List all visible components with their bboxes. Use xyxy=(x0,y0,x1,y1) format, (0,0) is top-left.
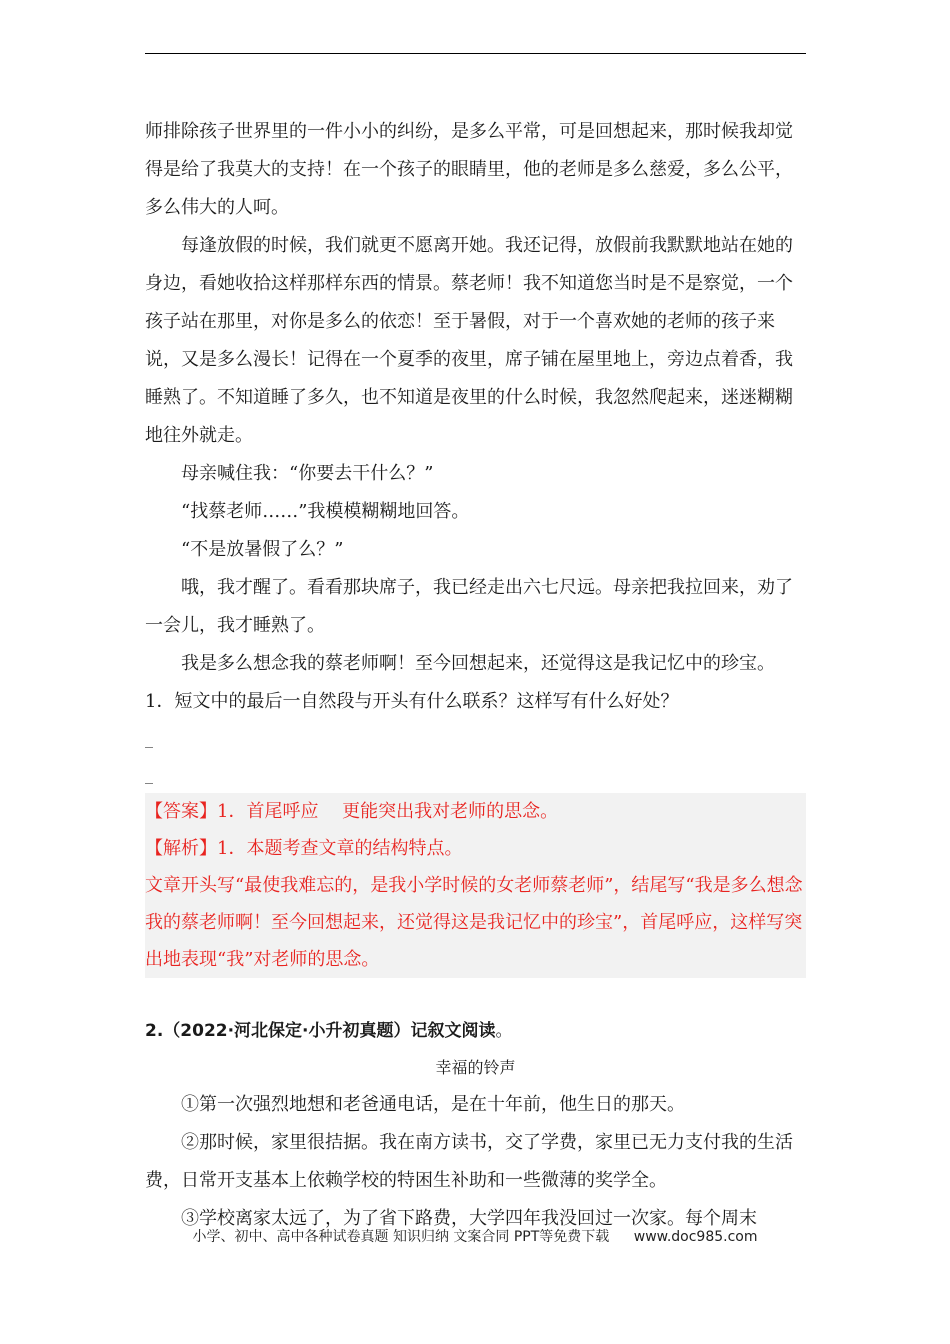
passage-paragraph-4: “找蔡老师……”我模模糊糊地回答。 xyxy=(181,501,470,522)
passage-paragraph-3: 母亲喊住我：“你要去干什么？” xyxy=(181,463,434,484)
answer-blank-1: _ xyxy=(145,729,153,748)
page-footer xyxy=(0,1226,950,1246)
answer-line: 【答案】1．首尾呼应 更能突出我对老师的思念。 xyxy=(145,801,559,822)
section-2-heading-text: 2.（2022·河北保定·小升初真题）记叙文阅读 xyxy=(145,1021,496,1041)
passage-paragraph-7: 我是多么想念我的蔡老师啊！至今回想起来，还觉得这是我记忆中的珍宝。 xyxy=(181,653,775,674)
question-1: 1．短文中的最后一自然段与开头有什么联系？这样写有什么好处？ xyxy=(145,691,679,712)
analysis-line: 【解析】1．本题考查文章的结构特点。 xyxy=(145,838,463,859)
passage-paragraph-6: 哦，我才醒了。看看那块席子，我已经走出六七尺远。母亲把我拉回来，劝了一会儿，我才睡熟了。 xyxy=(145,577,793,636)
answer-blank-2: _ xyxy=(145,765,153,784)
story-paragraph-2: ②那时候，家里很拮据。我在南方读书，交了学费，家里已无力支付我的生活费，日常开支基本上依赖学校的特困生补助和一些微薄的奖学全。 xyxy=(145,1132,793,1191)
passage-paragraph-5: “不是放暑假了么？” xyxy=(181,539,344,560)
passage-paragraph-2: 每逢放假的时候，我们就更不愿离开她。我还记得，放假前我默默地站在她的身边，看她收拾这样那样东西的情景。蔡老师！我不知道您当时是不是察觉，一个孩子站在那里，对你是多么的依恋！至于暑假，对于一个喜欢她的老师的孩子来说，又是多么漫长！记得在一个夏季的夜里，席子铺在屋里地上，旁边点着香，我睡熟了。不知道睡了多久，也不知道是夜里的什么时候，我忽然爬起来，迷迷糊糊地往外就走。 xyxy=(145,235,793,446)
footer-url[interactable]: www.doc985.com xyxy=(633,1229,758,1245)
passage-paragraph-1: 师排除孩子世界里的一件小小的纠纷，是多么平常，可是回想起来，那时候我却觉得是给了我莫大的支持！在一个孩子的眼睛里，他的老师是多么慈爱，多么公平，多么伟大的人呵。 xyxy=(145,121,793,218)
analysis-explanation: 文章开头写“最使我难忘的，是我小学时候的女老师蔡老师”，结尾写“我是多么想念我的蔡老师啊！至今回想起来，还觉得这是我记忆中的珍宝”，首尾呼应，这样写突出地表现“我”对老师的思念。 xyxy=(145,875,803,970)
section-2-heading-tail: 。 xyxy=(495,1021,513,1041)
story-paragraph-1: ①第一次强烈地想和老爸通电话，是在十年前，他生日的那天。 xyxy=(181,1094,685,1115)
footer-text: 小学、初中、高中各种试卷真题 知识归纳 文案合同 PPT等免费下载 xyxy=(192,1229,610,1245)
answer-box xyxy=(145,793,806,978)
document-body xyxy=(145,113,806,1238)
story-title: 幸福的铃声 xyxy=(435,1058,516,1077)
header-rule xyxy=(145,53,806,54)
story-paragraph-3: ③学校离家太远了，为了省下路费，大学四年我没回过一次家。每个周末 xyxy=(181,1208,757,1229)
section-2-heading xyxy=(145,1012,806,1050)
